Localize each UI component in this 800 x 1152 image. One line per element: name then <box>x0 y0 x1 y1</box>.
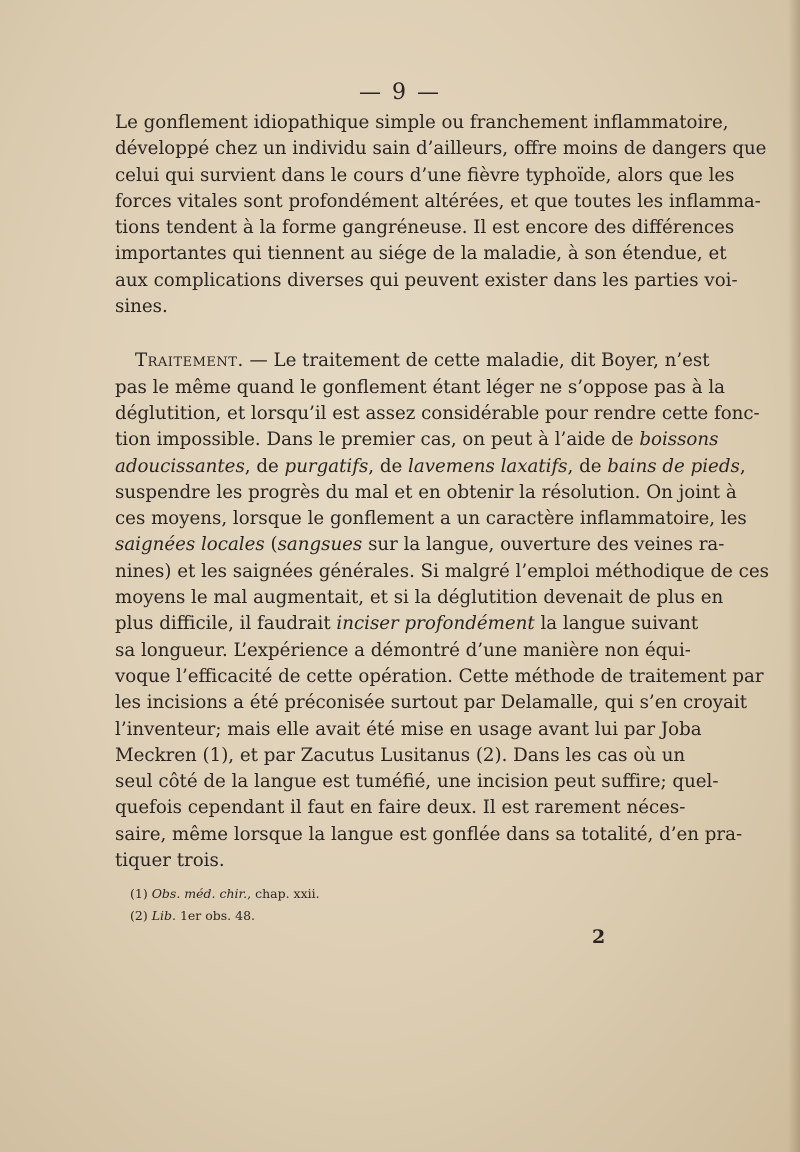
text-line: nines) et les saignées générales. Si malgré l’emploi méthodique de ces <box>115 560 769 582</box>
body-text <box>115 110 769 874</box>
text-line: importantes qui tiennent au siége de la maladie, à son étendue, et <box>115 243 727 265</box>
text-line: quefois cependant il faut en faire deux. Il est rarement néces- <box>115 797 686 819</box>
signature-mark: 2 <box>592 926 606 948</box>
text-line: celui qui survient dans le cours d’une fièvre typhoïde, alors que les <box>115 164 735 186</box>
text-line: Meckren (1), et par Zacutus Lusitanus (2). Dans les cas où un <box>115 744 686 766</box>
footnote: (1) Obs. méd. chir., chap. xxii. <box>130 886 320 901</box>
text-line: Traitement. — Le traitement de cette maladie, dit Boyer, n’est <box>135 350 710 372</box>
page-edge-shadow <box>788 0 800 1152</box>
text-line: suspendre les progrès du mal et en obtenir la résolution. On joint à <box>115 481 737 503</box>
text-line: sines. <box>115 296 168 318</box>
section-heading: Traitement. <box>135 350 244 372</box>
text-line: l’inventeur; mais elle avait été mise en usage avant lui par Joba <box>115 718 702 740</box>
text-line: sa longueur. L’expérience a démontré d’une manière non équi- <box>115 639 691 661</box>
text-line: forces vitales sont profondément altérées, et que toutes les inflamma- <box>115 190 761 212</box>
text-line: pas le même quand le gonflement étant léger ne s’oppose pas à la <box>115 376 725 398</box>
text-line: saignées locales (sangsues sur la langue, ouverture des veines ra- <box>115 534 725 556</box>
text-line: ces moyens, lorsque le gonflement a un caractère inflammatoire, les <box>115 508 747 530</box>
text-line: Le gonflement idiopathique simple ou franchement inflammatoire, <box>115 112 729 133</box>
footnotes <box>130 883 530 927</box>
text-line: saire, même lorsque la langue est gonflée dans sa totalité, d’en pra- <box>115 823 743 845</box>
text-line: voque l’efficacité de cette opération. Cette méthode de traitement par <box>115 665 764 687</box>
text-line: aux complications diverses qui peuvent exister dans les parties voi- <box>115 269 738 291</box>
text-line: tiquer trois. <box>115 850 225 872</box>
text-line: plus difficile, il faudrait inciser profondément la langue suivant <box>115 613 699 635</box>
text-line: tion impossible. Dans le premier cas, on peut à l’aide de boissons <box>115 429 719 451</box>
text-line: développé chez un individu sain d’ailleurs, offre moins de dangers que <box>115 138 767 160</box>
text-line: tions tendent à la forme gangréneuse. Il est encore des différences <box>115 217 735 239</box>
text-line: seul côté de la langue est tuméfié, une incision peut suffire; quel- <box>115 771 719 793</box>
text-line: moyens le mal augmentait, et si la déglutition devenait de plus en <box>115 587 724 609</box>
text-line: les incisions a été préconisée surtout par Delamalle, qui s’en croyait <box>115 692 748 714</box>
page-number: — 9 — <box>359 80 441 105</box>
text-line: déglutition, et lorsqu’il est assez considérable pour rendre cette fonc- <box>115 402 760 424</box>
text-line: adoucissantes, de purgatifs, de lavemens laxatifs, de bains de pieds, <box>115 455 746 477</box>
footnote: (2) Lib. 1er obs. 48. <box>130 908 256 923</box>
